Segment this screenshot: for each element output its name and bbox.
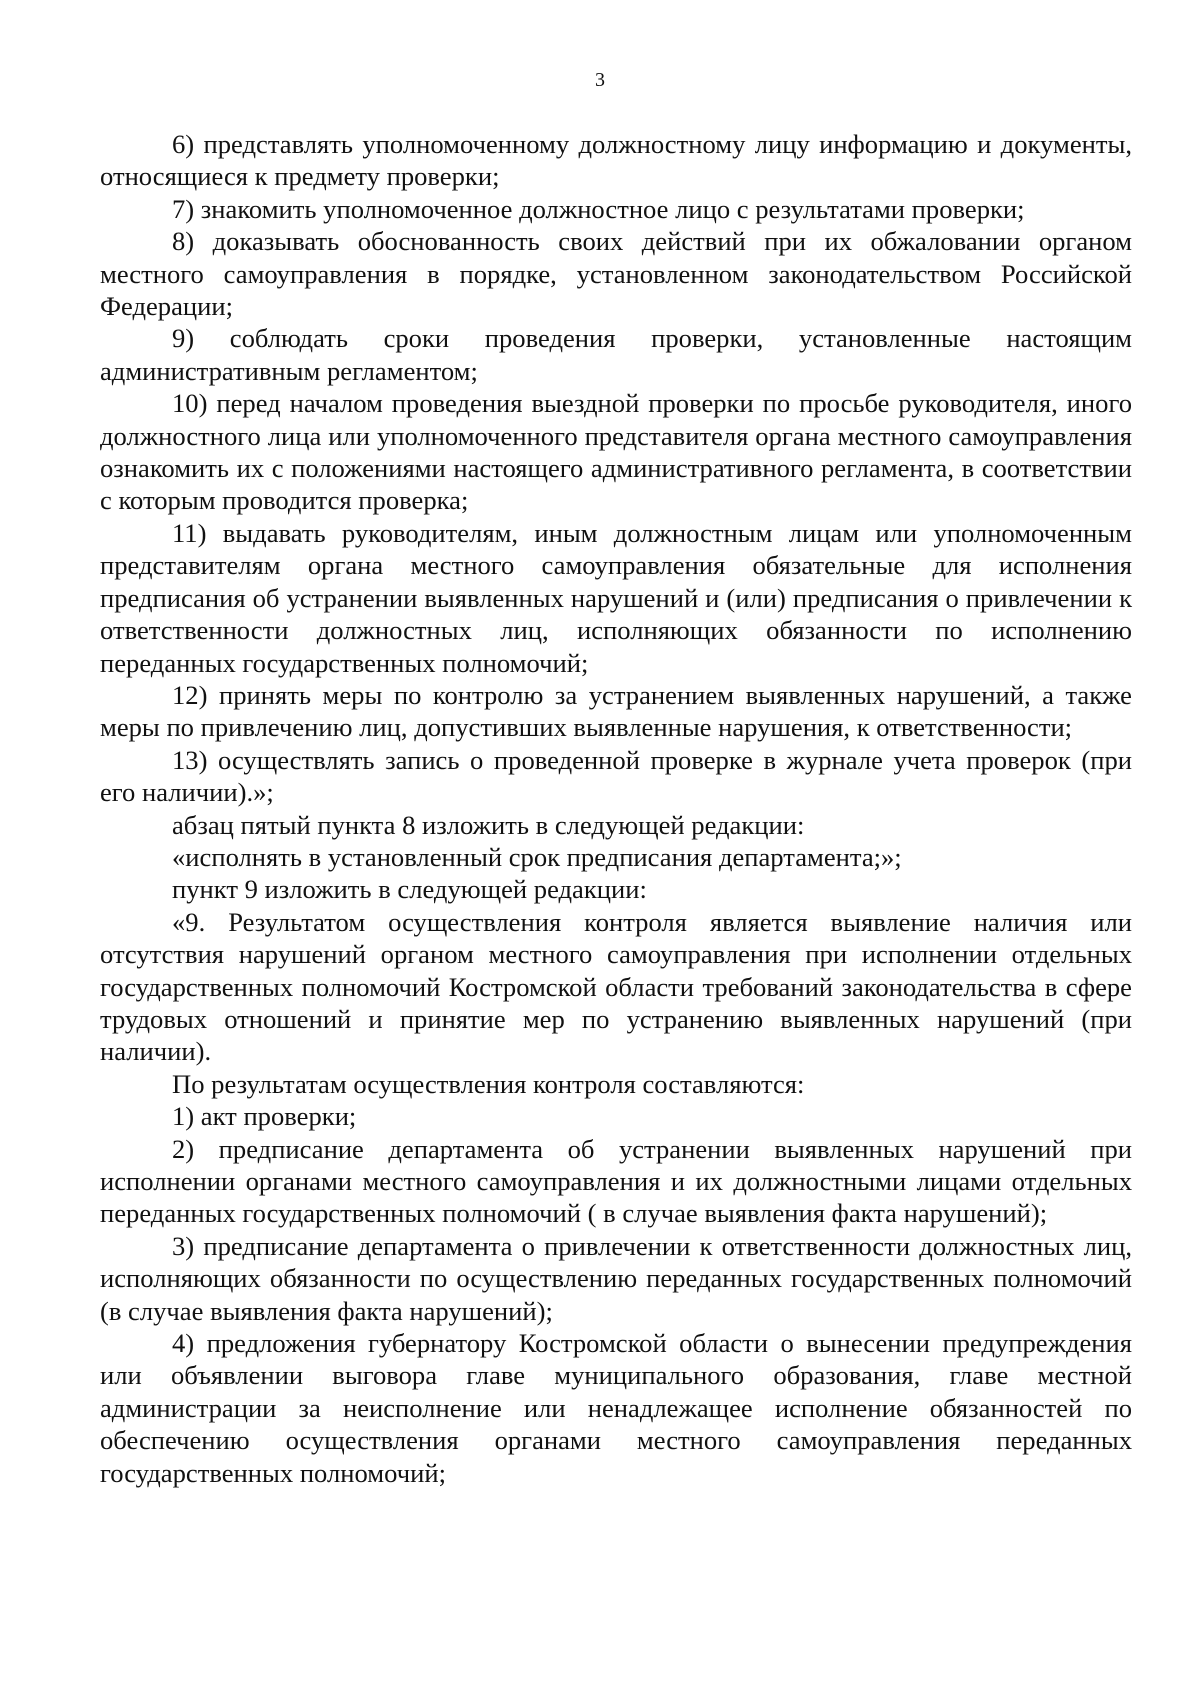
- paragraph-item-13: 13) осуществлять запись о проведенной проверке в журнале учета проверок (при его наличии).»;: [100, 744, 1132, 808]
- paragraph-list-4: 4) предложения губернатору Костромской области о вынесении предупреждения или объявлении выговора главе муниципального образования, главе местной администрации за неисполнение или ненадлежащее исполнение обязанностей по обеспечению осуществления органами местного самоуправления переданных государственных полномочий;: [100, 1328, 1132, 1488]
- page-number: 3: [595, 69, 605, 91]
- paragraph-item-9: 9) соблюдать сроки проведения проверки, установленные настоящим административным регламентом;: [100, 323, 1132, 386]
- paragraph-item-11: 11) выдавать руководителям, иным должностным лицам или уполномоченным представителям органа местного самоуправления обязательные для исполнения предписания об устранении выявленных нарушений и (или) предписания о привлечении к ответственности должностных лиц, исполняющих обязанности по исполнению переданных государственных полномочий;: [100, 517, 1132, 678]
- paragraph-item-6: 6) представлять уполномоченному должностному лицу информацию и документы, относящиеся к предмету проверки;: [100, 129, 1132, 192]
- paragraph-item-7: 7) знакомить уполномоченное должностное лицо с результатами проверки;: [172, 193, 1025, 224]
- paragraph-amendment-instruction: абзац пятый пункта 8 изложить в следующей редакции:: [172, 809, 805, 840]
- paragraph-item-10: 10) перед началом проведения выездной проверки по просьбе руководителя, иного должностного лица или уполномоченного представителя органа местного самоуправления ознакомить их с положениями настоящего административного регламента, в соответствии с которым проводится проверка;: [100, 388, 1132, 516]
- paragraph-point-9-instruction: пункт 9 изложить в следующей редакции:: [172, 874, 647, 905]
- paragraph-list-1: 1) акт проверки;: [172, 1101, 357, 1132]
- paragraph-documents-intro: По результатам осуществления контроля составляются:: [172, 1068, 805, 1099]
- paragraph-item-8: 8) доказывать обоснованность своих действий при их обжаловании органом местного самоуправления в порядке, установленном законодательством Российской Федерации;: [100, 226, 1132, 322]
- paragraph-list-3: 3) предписание департамента о привлечении к ответственности должностных лиц, исполняющих обязанности по осуществлению переданных государственных полномочий (в случае выявления факта нарушений);: [100, 1230, 1132, 1326]
- paragraph-item-12: 12) принять меры по контролю за устранением выявленных нарушений, а также меры по привлечению лиц, допустивших выявленные нарушения, к ответственности;: [100, 679, 1132, 743]
- paragraph-list-2: 2) предписание департамента об устранении выявленных нарушений при исполнении органами местного самоуправления и их должностными лицами отдельных переданных государственных полномочий ( в случае выявления факта нарушений);: [100, 1133, 1132, 1229]
- paragraph-point-9-result: «9. Результатом осуществления контроля является выявление наличия или отсутствия нарушений органом местного самоуправления при исполнении отдельных государственных полномочий Костромской области требований законодательства в сфере трудовых отношений и принятие мер по устранению выявленных нарушений (при наличии).: [100, 906, 1132, 1067]
- document-body: [100, 128, 1132, 1489]
- paragraph-amendment-text: «исполнять в установленный срок предписания департамента;»;: [172, 841, 902, 872]
